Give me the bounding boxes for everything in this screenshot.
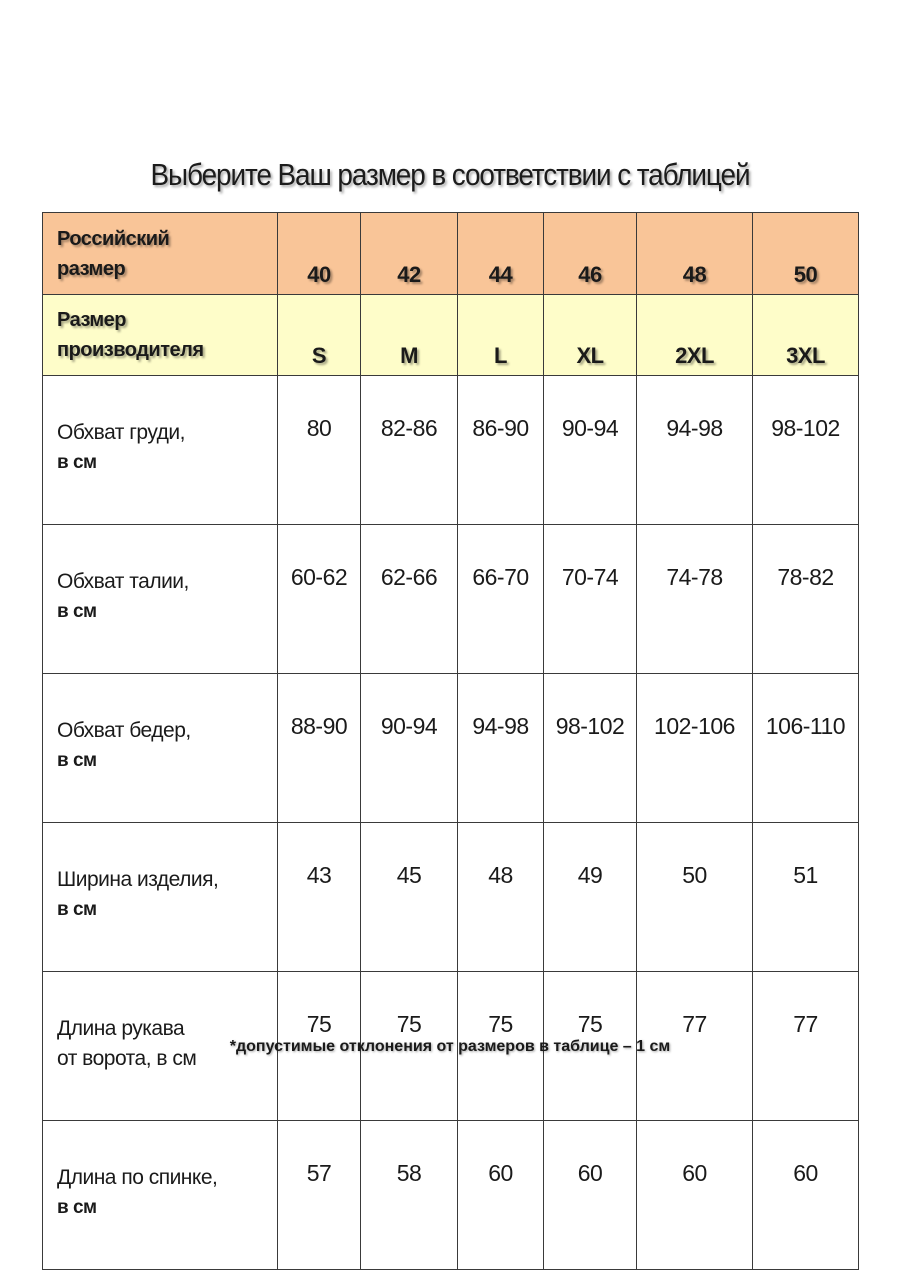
russian-size-row bbox=[43, 213, 859, 295]
table-cell: 45 bbox=[361, 823, 458, 972]
table-cell: 90-94 bbox=[361, 674, 458, 823]
table-cell: 70-74 bbox=[544, 525, 637, 674]
table-cell: 75 bbox=[544, 972, 637, 1121]
table-cell: 60 bbox=[458, 1121, 544, 1270]
table-cell: 48 bbox=[458, 823, 544, 972]
table-cell: 43 bbox=[278, 823, 361, 972]
table-cell: 98-102 bbox=[753, 376, 859, 525]
table-cell: 75 bbox=[458, 972, 544, 1121]
russian-size-cell: 44 bbox=[458, 213, 544, 295]
row-label: Ширина изделия, в см bbox=[43, 823, 278, 972]
size-chart-table bbox=[42, 212, 859, 1270]
table-cell: 66-70 bbox=[458, 525, 544, 674]
table-cell: 75 bbox=[278, 972, 361, 1121]
table-cell: 78-82 bbox=[753, 525, 859, 674]
row-label: Обхват груди, в см bbox=[43, 376, 278, 525]
table-cell: 60 bbox=[637, 1121, 753, 1270]
russian-size-cell: 46 bbox=[544, 213, 637, 295]
manufacturer-size-cell: 3XL bbox=[753, 295, 859, 376]
table-cell: 102-106 bbox=[637, 674, 753, 823]
russian-size-cell: 40 bbox=[278, 213, 361, 295]
table-cell: 74-78 bbox=[637, 525, 753, 674]
hip-girth-row bbox=[43, 674, 859, 823]
russian-size-cell: 42 bbox=[361, 213, 458, 295]
manufacturer-size-cell: L bbox=[458, 295, 544, 376]
russian-size-cell: 48 bbox=[637, 213, 753, 295]
tolerance-footnote: *допустимые отклонения от размеров в таблице – 1 см bbox=[229, 1038, 671, 1055]
table-cell: 75 bbox=[361, 972, 458, 1121]
table-cell: 49 bbox=[544, 823, 637, 972]
table-cell: 82-86 bbox=[361, 376, 458, 525]
manufacturer-size-label: Размер производителя bbox=[43, 295, 278, 376]
manufacturer-size-cell: XL bbox=[544, 295, 637, 376]
page-title: Выберите Ваш размер в соответствии с таблицей bbox=[150, 157, 750, 192]
waist-girth-row bbox=[43, 525, 859, 674]
table-cell: 57 bbox=[278, 1121, 361, 1270]
table-cell: 86-90 bbox=[458, 376, 544, 525]
table-cell: 77 bbox=[637, 972, 753, 1121]
table-cell: 60 bbox=[753, 1121, 859, 1270]
chest-girth-row bbox=[43, 376, 859, 525]
table-cell: 77 bbox=[753, 972, 859, 1121]
row-label: Обхват бедер, в см bbox=[43, 674, 278, 823]
row-label: Обхват талии, в см bbox=[43, 525, 278, 674]
table-cell: 50 bbox=[637, 823, 753, 972]
back-length-row bbox=[43, 1121, 859, 1270]
table-cell: 60 bbox=[544, 1121, 637, 1270]
table-cell: 94-98 bbox=[637, 376, 753, 525]
manufacturer-size-cell: 2XL bbox=[637, 295, 753, 376]
table-cell: 60-62 bbox=[278, 525, 361, 674]
table-cell: 106-110 bbox=[753, 674, 859, 823]
table-cell: 58 bbox=[361, 1121, 458, 1270]
table-cell: 88-90 bbox=[278, 674, 361, 823]
russian-size-label: Российский размер bbox=[43, 213, 278, 295]
manufacturer-size-row bbox=[43, 295, 859, 376]
russian-size-cell: 50 bbox=[753, 213, 859, 295]
table-cell: 98-102 bbox=[544, 674, 637, 823]
table-cell: 51 bbox=[753, 823, 859, 972]
manufacturer-size-cell: M bbox=[361, 295, 458, 376]
garment-width-row bbox=[43, 823, 859, 972]
row-label: Длина рукава от ворота, в см bbox=[43, 972, 278, 1121]
table-cell: 90-94 bbox=[544, 376, 637, 525]
row-label: Длина по спинке, в см bbox=[43, 1121, 278, 1270]
table-cell: 94-98 bbox=[458, 674, 544, 823]
manufacturer-size-cell: S bbox=[278, 295, 361, 376]
table-cell: 80 bbox=[278, 376, 361, 525]
table-cell: 62-66 bbox=[361, 525, 458, 674]
